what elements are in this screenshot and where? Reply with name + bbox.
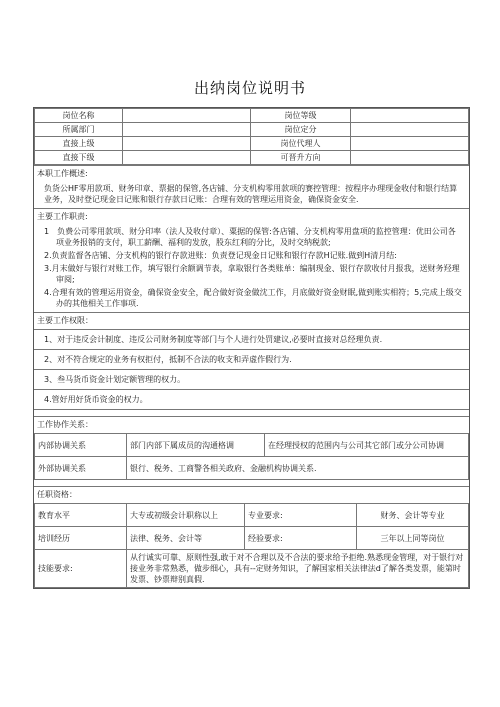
info-label: 可晋升方向 [251, 151, 351, 165]
job-description-sheet [33, 107, 470, 589]
duties-section [34, 225, 469, 312]
qualification-value: 财务、会计等专业 [357, 504, 469, 527]
info-value[interactable] [351, 137, 469, 151]
qualification-label: 经验要求: [245, 527, 357, 550]
qualification-label: 教育水平 [35, 504, 127, 527]
info-label: 岗位名称 [35, 109, 123, 123]
info-value[interactable] [123, 137, 251, 151]
duties-heading: 主要工作职责: [34, 208, 469, 225]
info-row [35, 109, 469, 123]
qualifications-table [34, 503, 469, 588]
duty-item: 4.合理有效的管理运用资金，确保资金安全，配合做好资金做沈工作，月底做好资金财眠,做到账实相符；5,完成上级交办的其他相关工作事项. [44, 288, 462, 308]
qualification-row [35, 527, 469, 550]
info-value[interactable] [123, 123, 251, 137]
info-row [35, 137, 469, 151]
right-item: 4.管好用好货币资金的权力。 [34, 389, 469, 409]
info-label: 岗位代理人 [251, 137, 351, 151]
overview-text: 负货公HF零用款项、财务印章、票据的保管,各店铺、分支机构零用款项的赛控管理：按程序办理现金收付和银行结算业务，及时登记现金日记账和银行存款日记账：合理有效的管理运用资金，确保资金安全. [44, 184, 458, 204]
collaboration-value: 银行、税务、工商警各相关政府、金融机构协调关系. [127, 457, 469, 480]
qualification-row [35, 550, 469, 588]
collaboration-row [35, 434, 469, 457]
skills-label: 技能要求: [35, 550, 127, 588]
info-value[interactable] [351, 151, 469, 165]
qualification-value: 三年以上同等岗位 [357, 527, 469, 550]
info-label: 直接下级 [35, 151, 123, 165]
qualification-label: 专业要求: [245, 504, 357, 527]
info-value[interactable] [123, 109, 251, 123]
info-label: 岗位等级 [251, 109, 351, 123]
duty-item: 1 负费公司零用款项、财分印率（法人及收付章）、粟据的保管:各店铺、分支机构零用盘项的监控管理：优田公司各项业务报销的支付，职工薪酬、福利的发放，股东红利的分比，及时交纳税款; [44, 227, 456, 247]
info-row [35, 123, 469, 137]
collaboration-value: 在经理授权的范围内与公司其它部门或分公司协调 [265, 434, 469, 457]
info-value[interactable] [123, 151, 251, 165]
collaboration-label: 外部协调关系 [35, 457, 127, 480]
collaboration-table [34, 433, 469, 480]
qualification-label: 培训经历 [35, 527, 127, 550]
skills-text: 从行诚实可靠、原则性强,敢于对不合理以及不合法的要求给予拒绝.熟悉现金管理，对于银行对接业务非常熟悉，做步细心，具有--定财务知识，了解国家相关法律法d了解各类发票，能第时发票、钞票辩别真假. [127, 550, 469, 588]
collaboration-heading: 工作协作关系： [34, 416, 469, 433]
qualification-value: 大专或初级会计职称以上 [127, 504, 245, 527]
right-item: 2、对不符合规定的业务有权拒付，抵制不合法的收支和弄虚作假行为. [34, 349, 469, 369]
rights-heading: 主要工作权限： [34, 312, 469, 329]
right-item: 3、叁马货币资金计划定额管理的权力。 [34, 369, 469, 389]
qualifications-heading: 任职资格： [34, 486, 469, 503]
info-value[interactable] [351, 109, 469, 123]
info-label: 直接上级 [35, 137, 123, 151]
qualification-value: 法律、税务、会计等 [127, 527, 245, 550]
duty-item: 2.负责监督各店铺、分支机构的银行存款进账：负责登记现金日记账和银行存款H记账.做到H清月结: [44, 251, 397, 260]
basic-info-table [34, 108, 469, 165]
qualification-row [35, 504, 469, 527]
duty-item: 3.月末做好与银行对账工作，填写银行余额调节表，拿取银行各类账单：编制现金、银行存款收付月报我，送财务羟理审阅; [44, 264, 460, 284]
info-value[interactable] [351, 123, 469, 137]
overview-section [34, 182, 469, 208]
info-label: 岗位定分 [251, 123, 351, 137]
overview-heading: 本职工作概述: [34, 165, 469, 182]
page-title: 出纳岗位说明书 [193, 79, 306, 97]
collaboration-value: 部门内部下属成员的沟通格调 [127, 434, 265, 457]
collaboration-row [35, 457, 469, 480]
collaboration-label: 内部协调关系 [35, 434, 127, 457]
info-row [35, 151, 469, 165]
right-item: 1、对于违反会计制度、违反公司财务制度等部门与个人进行处罚建议,必要时直接对总经理负责. [34, 329, 469, 349]
info-label: 所属部门 [35, 123, 123, 137]
rights-section [34, 329, 469, 409]
